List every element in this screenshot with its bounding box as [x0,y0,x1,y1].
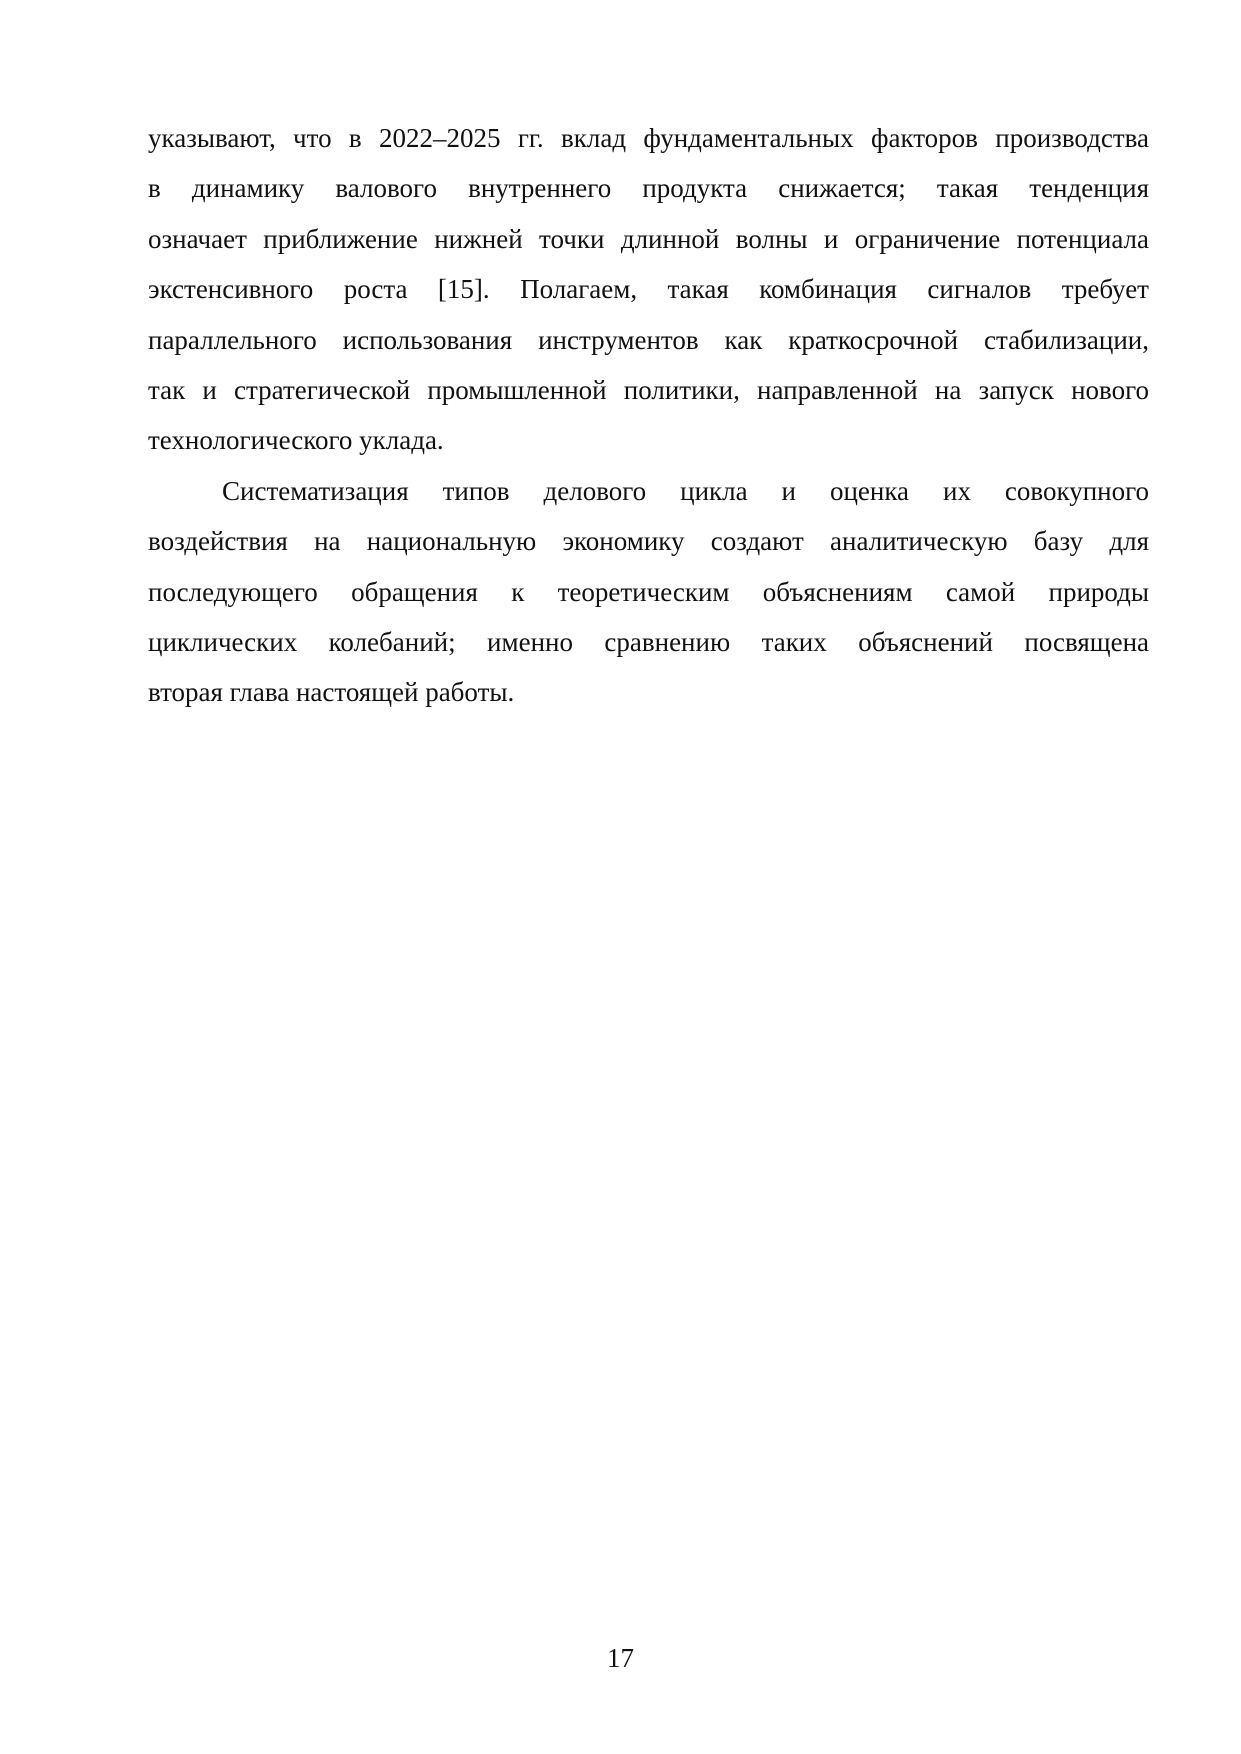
text-line: параллельного использования инструментов как краткосрочной стабилизации, [148,324,1149,355]
text-line: в динамику валового внутреннего продукта снижается; такая тенденция [148,173,1149,204]
text-line: указывают, что в 2022–2025 гг. вклад фундаментальных факторов производства [148,123,1149,153]
text-line: означает приближение нижней точки длинной волны и ограничение потенциала [148,223,1149,254]
text-line: Систематизация типов делового цикла и оценка их совокупного [222,475,1149,506]
text-line: технологического уклада. [148,425,444,456]
text-line: экстенсивного роста [15]. Полагаем, такая комбинация сигналов требует [148,274,1149,305]
paragraph [148,466,1149,718]
body-text [148,113,1149,718]
text-line: последующего обращения к теоретическим объяснениям самой природы [148,576,1149,607]
text-line: воздействия на национальную экономику создают аналитическую базу для [148,526,1149,557]
text-line: вторая глава настоящей работы. [148,677,515,708]
text-line: так и стратегической промышленной политики, направленной на запуск нового [148,374,1149,405]
text-line: циклических колебаний; именно сравнению таких объяснений посвящена [148,626,1149,657]
paragraph-continuation [148,113,1149,466]
page-number: 17 [607,1643,634,1673]
